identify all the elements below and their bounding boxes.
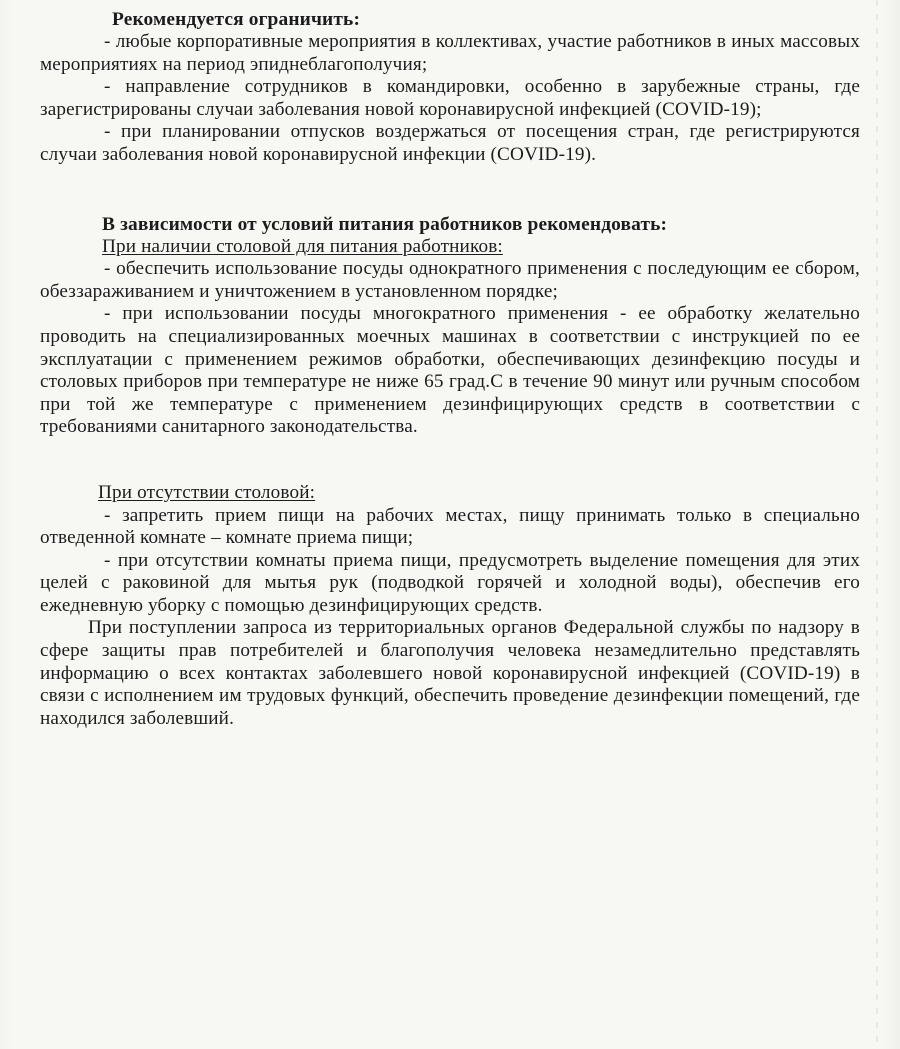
section-gap — [40, 439, 860, 482]
subheading-no-canteen: При отсутствии столовой: — [98, 481, 316, 503]
section-no-canteen — [40, 482, 860, 731]
list-item: - при планировании отпусков воздержаться от посещения стран, где регистрируются случаи заболевания новой коронавирусной инфекции (COVID-19). — [40, 121, 860, 165]
list-item: - запретить прием пищи на рабочих местах, пищу принимать только в специально отведенной комнате – комнате приема пищи; — [40, 504, 860, 549]
list-item: - при отсутствии комнаты приема пищи, предусмотреть выделение помещения для этих целей с раковиной для мытья рук (подводкой горячей и холодной воды), обеспечив его ежедневную уборку с помощью дезинфицирующих средств. — [40, 549, 860, 616]
list-item: - при использовании посуды многократного применения - ее обработку желательно проводить на специализированных моечных машинах в соответствии с инструкцией по ее эксплуатации с применением режимов обработки, обеспечивающих дезинфекцию посуды и столовых приборов при температуре не ниже 65 град.С в течение 90 минут или ручным способом при той же температуре с применением дезинфицирующих средств в соответствии с требованиями санитарного законодательства. — [40, 303, 860, 438]
closing-paragraph: При поступлении запроса из территориальных органов Федеральной службы по надзору в сфере защиты прав потребителей и благополучия человека незамедлительно представлять информацию о всех контактах заболевшего новой коронавирусной инфекцией (COVID-19) в связи с исполнением им трудовых функций, обеспечить проведение дезинфекции помещений, где находился заболевший. — [40, 617, 860, 729]
scan-edge-shadow — [876, 0, 878, 1049]
section-heading-restrict: Рекомендуется ограничить: — [112, 9, 361, 30]
list-item: - любые корпоративные мероприятия в коллективах, участие работников в иных массовых мероприятиях на период эпиднеблагополучия; — [40, 31, 860, 75]
section-heading-meals: В зависимости от условий питания работников рекомендовать: — [102, 213, 668, 235]
section-meals — [40, 213, 860, 439]
list-item: - обеспечить использование посуды однократного применения с последующим ее сбором, обеззараживанием и уничтожением в установленном порядке; — [40, 258, 860, 302]
section-gap — [40, 167, 860, 213]
list-item: - направление сотрудников в командировки, особенно в зарубежные страны, где зарегистрированы случаи заболевания новой коронавирусной инфекцией (COVID-19); — [40, 76, 860, 120]
section-restrictions — [40, 8, 860, 167]
subheading-with-canteen: При наличии столовой для питания работников: — [102, 235, 503, 257]
